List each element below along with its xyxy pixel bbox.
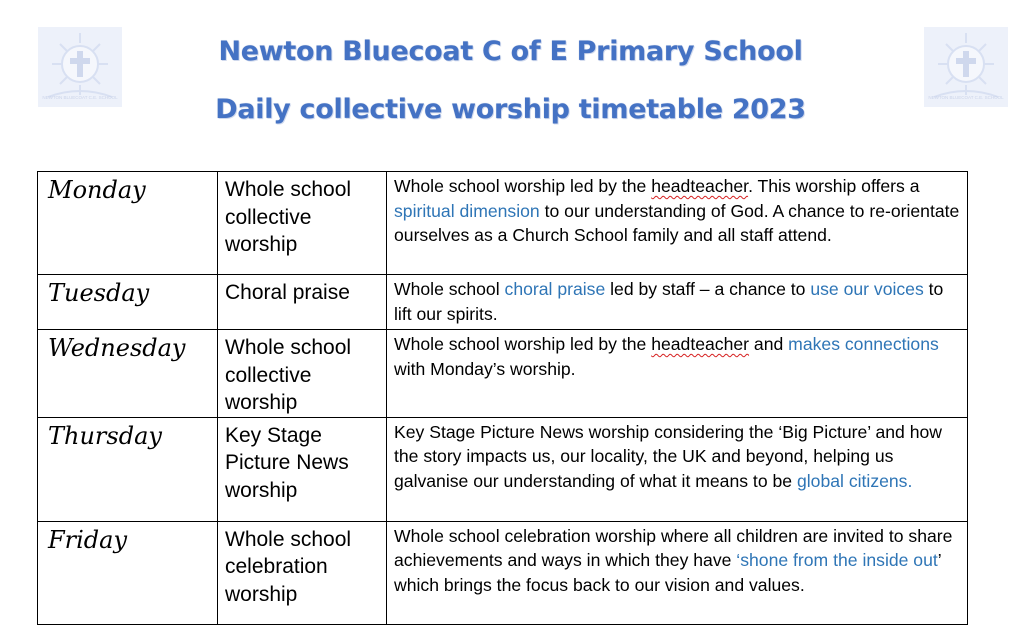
table-row xyxy=(38,417,968,521)
description-text: Key Stage Picture News worship considering the ‘Big Picture’ and how the story impacts us, our locality, the UK and beyond, helping us galvanise our understanding of what it means to be xyxy=(394,421,942,491)
description-cell xyxy=(387,330,968,418)
description-text: Whole school celebration worship where all children are invited to share achievements and ways in which they have xyxy=(394,525,953,570)
day-cell: Thursday xyxy=(38,417,218,521)
timetable-subtitle: Daily collective worship timetable 2023 xyxy=(215,94,806,125)
highlighted-phrase: spiritual dimension xyxy=(394,200,540,221)
description-text: Whole school worship led by the xyxy=(394,334,652,354)
description-text: to our understanding of God. A chance to re-orientate ourselves as a Church School family and all staff attend. xyxy=(394,200,960,245)
description-text: Whole school worship led by the xyxy=(394,176,652,196)
table-row xyxy=(38,330,968,418)
day-cell: Monday xyxy=(38,172,218,275)
table-row xyxy=(38,275,968,330)
highlighted-phrase: use our voices xyxy=(810,279,924,299)
description-text: to lift our spirits. xyxy=(394,279,944,324)
highlighted-phrase: global citizens. xyxy=(796,470,913,491)
description-text: headteacher xyxy=(651,176,749,196)
table-row xyxy=(38,521,968,624)
logo-text: NEWTON BLUECOAT C.E. SCHOOL xyxy=(928,95,1004,100)
description-cell xyxy=(387,172,968,275)
description-cell xyxy=(387,417,968,521)
day-cell: Friday xyxy=(38,521,218,624)
school-name-heading: Newton Bluecoat C of E Primary School xyxy=(218,36,803,67)
worship-type-cell: Whole school celebration worship xyxy=(218,521,387,624)
worship-type-cell: Whole school collective worship xyxy=(218,330,387,418)
day-cell: Tuesday xyxy=(38,275,218,330)
description-text: led by staff – a chance to xyxy=(605,279,811,299)
description-text: Whole school xyxy=(394,279,505,299)
highlighted-phrase: choral praise xyxy=(504,279,606,299)
description-text: headteacher xyxy=(651,334,750,354)
highlighted-phrase: ‘shone from the inside out xyxy=(736,550,938,570)
logo-text: NEWTON BLUECOAT C.E. SCHOOL xyxy=(42,95,118,100)
worship-type-cell: Key Stage Picture News worship xyxy=(218,417,387,521)
day-cell: Wednesday xyxy=(38,330,218,418)
description-text: and xyxy=(749,334,789,354)
worship-type-cell: Choral praise xyxy=(218,275,387,330)
worship-type-cell: Whole school collective worship xyxy=(218,172,387,275)
highlighted-phrase: makes connections xyxy=(788,334,939,354)
description-cell xyxy=(387,275,968,330)
description-text: . This worship offers a xyxy=(748,176,920,196)
table-row xyxy=(38,172,968,275)
worship-timetable xyxy=(37,171,968,625)
description-cell xyxy=(387,521,968,624)
description-text: with Monday’s worship. xyxy=(394,358,576,379)
description-text: ’ which brings the focus back to our vision and values. xyxy=(394,550,942,595)
